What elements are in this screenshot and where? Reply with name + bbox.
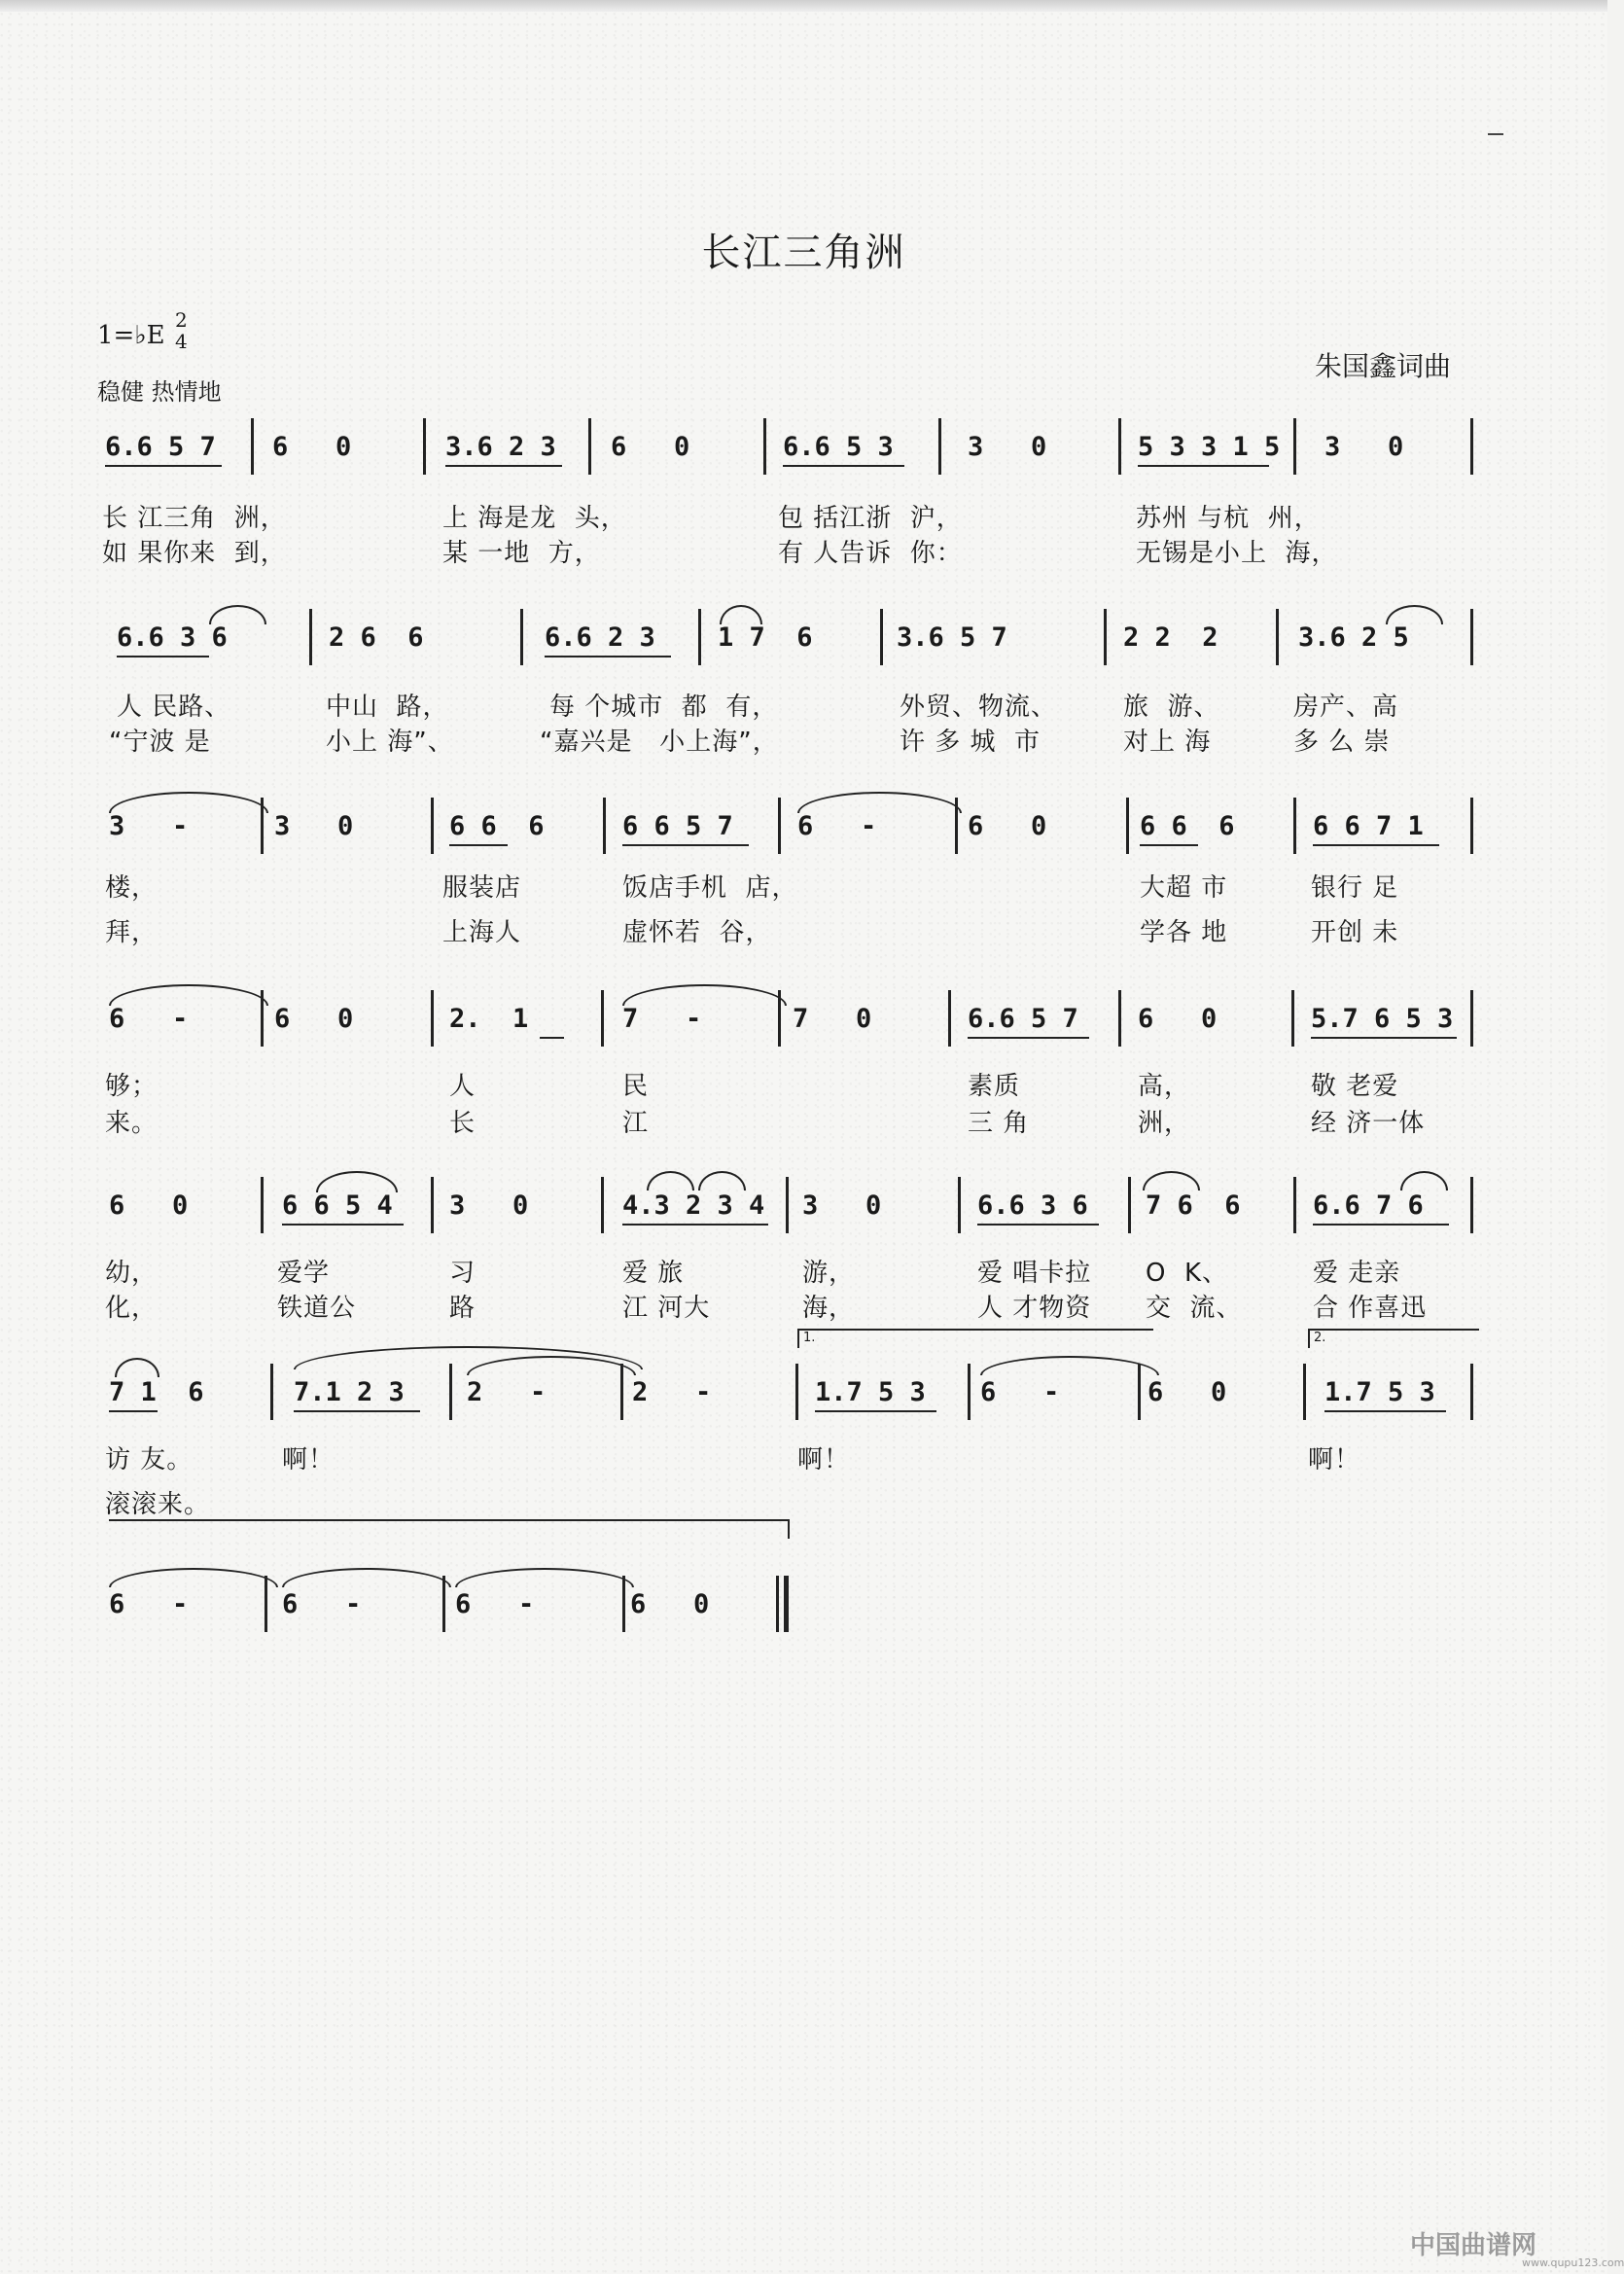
beam bbox=[1138, 465, 1269, 467]
measure: 6.6 3 6 bbox=[977, 1190, 1088, 1221]
barline bbox=[698, 609, 701, 665]
barline bbox=[763, 418, 766, 475]
barline bbox=[588, 418, 591, 475]
lyric: 楼， bbox=[105, 873, 159, 903]
measure: 6 0 bbox=[968, 811, 1047, 841]
barline bbox=[251, 418, 254, 475]
beam bbox=[977, 1224, 1099, 1226]
lyric: 上海人 bbox=[442, 918, 522, 947]
barline bbox=[1118, 990, 1121, 1047]
barline bbox=[1303, 1364, 1306, 1420]
barline bbox=[1128, 1177, 1131, 1233]
measure: 6 - bbox=[109, 1589, 189, 1619]
lyric: 游， bbox=[802, 1259, 856, 1288]
measure: 6 6 5 4 bbox=[282, 1190, 393, 1221]
lyric: 银行 足 bbox=[1311, 873, 1399, 903]
time-top: 2 bbox=[175, 308, 188, 332]
lyric: “嘉兴是 小上海”， bbox=[540, 728, 779, 757]
lyric: 房产、高 bbox=[1293, 693, 1399, 722]
barline bbox=[1276, 609, 1279, 665]
measure: 5.7 6 5 3 bbox=[1311, 1004, 1454, 1034]
measure: 1.7 5 3 bbox=[815, 1377, 926, 1407]
barline bbox=[1470, 609, 1473, 665]
barline bbox=[958, 1177, 961, 1233]
beam bbox=[622, 844, 749, 846]
measure: 7 0 bbox=[793, 1004, 872, 1034]
barline bbox=[968, 1364, 971, 1420]
measure: 7.1 2 3 bbox=[294, 1377, 405, 1407]
beam bbox=[1311, 1037, 1457, 1039]
measure: 6.6 7 6 bbox=[1313, 1190, 1424, 1221]
barline bbox=[270, 1364, 273, 1420]
lyric: 啊！ bbox=[282, 1445, 335, 1475]
lyric: 高， bbox=[1138, 1072, 1191, 1101]
barline bbox=[603, 798, 606, 854]
measure: 6 6 6 bbox=[449, 811, 545, 841]
barline bbox=[1470, 990, 1473, 1047]
beam bbox=[1140, 844, 1198, 846]
measure: 2 2 2 bbox=[1123, 622, 1218, 653]
measure: 7 1 6 bbox=[109, 1377, 204, 1407]
measure: 3.6 2 5 bbox=[1298, 622, 1409, 653]
barline bbox=[1126, 798, 1129, 854]
beam bbox=[105, 465, 222, 467]
barline bbox=[431, 798, 434, 854]
lyric: 滚滚来。 bbox=[105, 1490, 211, 1519]
beam bbox=[815, 1410, 936, 1412]
lyric: 够； bbox=[105, 1072, 159, 1101]
beam bbox=[109, 1410, 158, 1412]
volta-1: 1. bbox=[797, 1329, 1153, 1348]
lyric: 旅 游、 bbox=[1123, 693, 1220, 722]
lyric: 对上 海 bbox=[1123, 728, 1212, 757]
measure: 6 - bbox=[455, 1589, 535, 1619]
measure: 5 3 3 1 5 bbox=[1138, 432, 1281, 462]
measure: 3 0 bbox=[1324, 432, 1404, 462]
barline bbox=[261, 1177, 264, 1233]
lyric: 拜， bbox=[105, 918, 159, 947]
final-barline-thin bbox=[776, 1576, 779, 1632]
volta-end bbox=[788, 1519, 790, 1539]
lyric: 铁道公 bbox=[277, 1294, 357, 1323]
measure: 6 6 7 1 bbox=[1313, 811, 1424, 841]
lyric: 外贸、物流、 bbox=[900, 693, 1058, 722]
measure: 6.6 5 3 bbox=[783, 432, 894, 462]
measure: 2 6 6 bbox=[329, 622, 424, 653]
measure: 1.7 5 3 bbox=[1324, 1377, 1435, 1407]
lyric: 包 括江浙 沪， bbox=[778, 504, 963, 533]
measure: 3.6 2 3 bbox=[445, 432, 556, 462]
beam bbox=[1324, 1410, 1446, 1412]
lyrics-row-5-verse-1 bbox=[0, 1253, 1607, 1288]
barline bbox=[601, 1177, 604, 1233]
lyric: 江 河大 bbox=[622, 1294, 711, 1323]
beam bbox=[540, 1037, 564, 1039]
barline bbox=[786, 1177, 789, 1233]
measure: 2 - bbox=[632, 1377, 712, 1407]
measure: 3 0 bbox=[968, 432, 1047, 462]
lyric: 每 个城市 都 有， bbox=[549, 693, 779, 722]
scan-mark bbox=[1488, 133, 1503, 135]
lyric: 人 民路、 bbox=[117, 693, 231, 722]
lyric: 爱 走亲 bbox=[1313, 1259, 1401, 1288]
notes-row-7 bbox=[0, 1576, 1607, 1634]
scan-top-edge bbox=[0, 0, 1607, 12]
barline bbox=[938, 418, 941, 475]
beam bbox=[968, 1037, 1089, 1039]
volta-line bbox=[109, 1519, 790, 1521]
lyric: 来。 bbox=[105, 1109, 159, 1138]
lyric: 敬 老爱 bbox=[1311, 1072, 1399, 1101]
time-bottom: 4 bbox=[175, 330, 188, 353]
barline bbox=[309, 609, 312, 665]
lyric: “宁波 是 bbox=[109, 728, 211, 757]
barline bbox=[1104, 609, 1107, 665]
lyric: 服装店 bbox=[442, 873, 522, 903]
barline bbox=[778, 798, 781, 854]
measure: 3 0 bbox=[802, 1190, 882, 1221]
measure: 6 0 bbox=[611, 432, 690, 462]
measure: 6 0 bbox=[1147, 1377, 1227, 1407]
barline bbox=[1470, 1177, 1473, 1233]
lyric: 化， bbox=[105, 1294, 159, 1323]
lyrics-row-1-verse-2 bbox=[0, 533, 1607, 568]
notes-row-1 bbox=[0, 418, 1607, 477]
lyric: O K、 bbox=[1146, 1259, 1229, 1288]
barline bbox=[1470, 798, 1473, 854]
measure: 7 6 6 bbox=[1146, 1190, 1241, 1221]
lyric: 开创 未 bbox=[1311, 918, 1399, 947]
lyric: 爱 唱卡拉 bbox=[977, 1259, 1092, 1288]
lyric: 上 海是龙 头， bbox=[442, 504, 627, 533]
lyrics-row-6-verse-1 bbox=[0, 1439, 1607, 1475]
lyric: 习 bbox=[449, 1259, 477, 1288]
barline bbox=[1293, 798, 1296, 854]
barline bbox=[880, 609, 883, 665]
beam bbox=[445, 465, 562, 467]
lyrics-row-3-verse-1 bbox=[0, 868, 1607, 903]
lyric: 幼， bbox=[105, 1259, 159, 1288]
lyrics-row-4-verse-1 bbox=[0, 1066, 1607, 1101]
lyrics-row-3-verse-2 bbox=[0, 912, 1607, 947]
beam bbox=[545, 656, 671, 657]
lyric: 如 果你来 到， bbox=[102, 539, 287, 568]
lyric: 无锡是小上 海， bbox=[1136, 539, 1338, 568]
beam bbox=[449, 844, 508, 846]
lyric: 苏州 与杭 州， bbox=[1136, 504, 1321, 533]
lyric: 某 一地 方， bbox=[442, 539, 601, 568]
barline bbox=[520, 609, 523, 665]
lyric: 饭店手机 店， bbox=[622, 873, 798, 903]
lyrics-row-2-verse-2 bbox=[0, 722, 1607, 757]
volta-2: 2. bbox=[1308, 1329, 1479, 1348]
barline bbox=[1118, 418, 1121, 475]
measure: 6.6 3 6 bbox=[117, 622, 228, 653]
watermark-logo: 中国曲谱网 bbox=[1410, 2231, 1537, 2260]
beam bbox=[1313, 1224, 1449, 1226]
lyric: 三 角 bbox=[968, 1109, 1030, 1138]
barline bbox=[431, 990, 434, 1047]
lyric: 大超 市 bbox=[1140, 873, 1228, 903]
beam bbox=[282, 1224, 404, 1226]
beam bbox=[783, 465, 904, 467]
lyrics-row-6-verse-2 bbox=[0, 1484, 1607, 1519]
lyric: 交 流、 bbox=[1146, 1294, 1243, 1323]
measure: 6 0 bbox=[1138, 1004, 1218, 1034]
barline bbox=[449, 1364, 452, 1420]
lyric: 访 友。 bbox=[105, 1445, 194, 1475]
barline bbox=[1470, 418, 1473, 475]
key-signature: 1=♭E bbox=[97, 321, 165, 350]
measure: 6 - bbox=[282, 1589, 362, 1619]
lyric: 人 才物资 bbox=[977, 1294, 1092, 1323]
lyric: 人 bbox=[449, 1072, 477, 1101]
measure: 6 6 6 bbox=[1140, 811, 1235, 841]
lyric: 小上 海”、 bbox=[326, 728, 454, 757]
lyric: 路 bbox=[449, 1294, 477, 1323]
beam bbox=[622, 1224, 768, 1226]
barline bbox=[431, 1177, 434, 1233]
notes-row-2 bbox=[0, 609, 1607, 667]
barline bbox=[1293, 418, 1296, 475]
lyrics-row-1-verse-1 bbox=[0, 498, 1607, 533]
lyric: 学各 地 bbox=[1140, 918, 1228, 947]
measure: 7 - bbox=[622, 1004, 702, 1034]
lyric: 许 多 城 市 bbox=[900, 728, 1041, 757]
measure: 3 0 bbox=[449, 1190, 529, 1221]
measure: 6 0 bbox=[272, 432, 352, 462]
time-signature bbox=[175, 309, 188, 352]
barline bbox=[1291, 990, 1294, 1047]
barline bbox=[948, 990, 951, 1047]
measure: 6 - bbox=[980, 1377, 1060, 1407]
lyric: 虚怀若 谷， bbox=[622, 918, 772, 947]
measure: 6 - bbox=[797, 811, 877, 841]
measure: 6.6 5 7 bbox=[105, 432, 216, 462]
notes-row-6 bbox=[0, 1364, 1607, 1422]
barline bbox=[601, 990, 604, 1047]
beam bbox=[294, 1410, 420, 1412]
measure: 2 - bbox=[467, 1377, 547, 1407]
watermark-url: www.qupu123.com bbox=[1522, 2256, 1624, 2269]
measure: 1 7 6 bbox=[718, 622, 813, 653]
tempo-marking: 稳健 热情地 bbox=[97, 378, 222, 406]
lyrics-row-2-verse-1 bbox=[0, 687, 1607, 722]
barline bbox=[1470, 1364, 1473, 1420]
lyric: 民 bbox=[622, 1072, 650, 1101]
lyric: 多 么 崇 bbox=[1293, 728, 1391, 757]
lyric: 啊！ bbox=[1308, 1445, 1361, 1475]
measure: 6 0 bbox=[109, 1190, 189, 1221]
notes-row-3 bbox=[0, 798, 1607, 856]
measure: 6 6 5 7 bbox=[622, 811, 733, 841]
measure: 6.6 2 3 bbox=[545, 622, 655, 653]
lyric: 经 济一体 bbox=[1311, 1109, 1426, 1138]
lyric: 爱 旅 bbox=[622, 1259, 685, 1288]
lyric: 海， bbox=[802, 1294, 856, 1323]
measure: 6.6 5 7 bbox=[968, 1004, 1078, 1034]
measure: 3 0 bbox=[274, 811, 354, 841]
notes-row-4 bbox=[0, 990, 1607, 1048]
beam bbox=[117, 656, 209, 657]
measure: 3.6 5 7 bbox=[897, 622, 1007, 653]
measure: 4.3 2 3 4 bbox=[622, 1190, 765, 1221]
measure: 6 0 bbox=[274, 1004, 354, 1034]
lyrics-row-4-verse-2 bbox=[0, 1103, 1607, 1138]
measure: 2. 1 bbox=[449, 1004, 529, 1034]
notes-row-5 bbox=[0, 1177, 1607, 1235]
measure: 6 0 bbox=[630, 1589, 710, 1619]
beam bbox=[1313, 844, 1439, 846]
lyric: 素质 bbox=[968, 1072, 1021, 1101]
lyric: 合 作喜迅 bbox=[1313, 1294, 1428, 1323]
lyric: 啊！ bbox=[797, 1445, 851, 1475]
song-title: 长江三角洲 bbox=[701, 231, 906, 275]
lyric: 长 江三角 洲， bbox=[102, 504, 287, 533]
lyric: 洲， bbox=[1138, 1109, 1191, 1138]
lyric: 中山 路， bbox=[326, 693, 449, 722]
measure: 3 - bbox=[109, 811, 189, 841]
composer-credit: 朱国鑫词曲 bbox=[1315, 350, 1452, 382]
barline bbox=[795, 1364, 798, 1420]
measure: 6 - bbox=[109, 1004, 189, 1034]
barline bbox=[1293, 1177, 1296, 1233]
lyrics-row-5-verse-2 bbox=[0, 1288, 1607, 1323]
lyric: 爱学 bbox=[277, 1259, 331, 1288]
lyric: 长 bbox=[449, 1109, 477, 1138]
final-barline-thick bbox=[784, 1576, 789, 1632]
lyric: 有 人告诉 你： bbox=[778, 539, 963, 568]
lyric: 江 bbox=[622, 1109, 650, 1138]
barline bbox=[423, 418, 426, 475]
